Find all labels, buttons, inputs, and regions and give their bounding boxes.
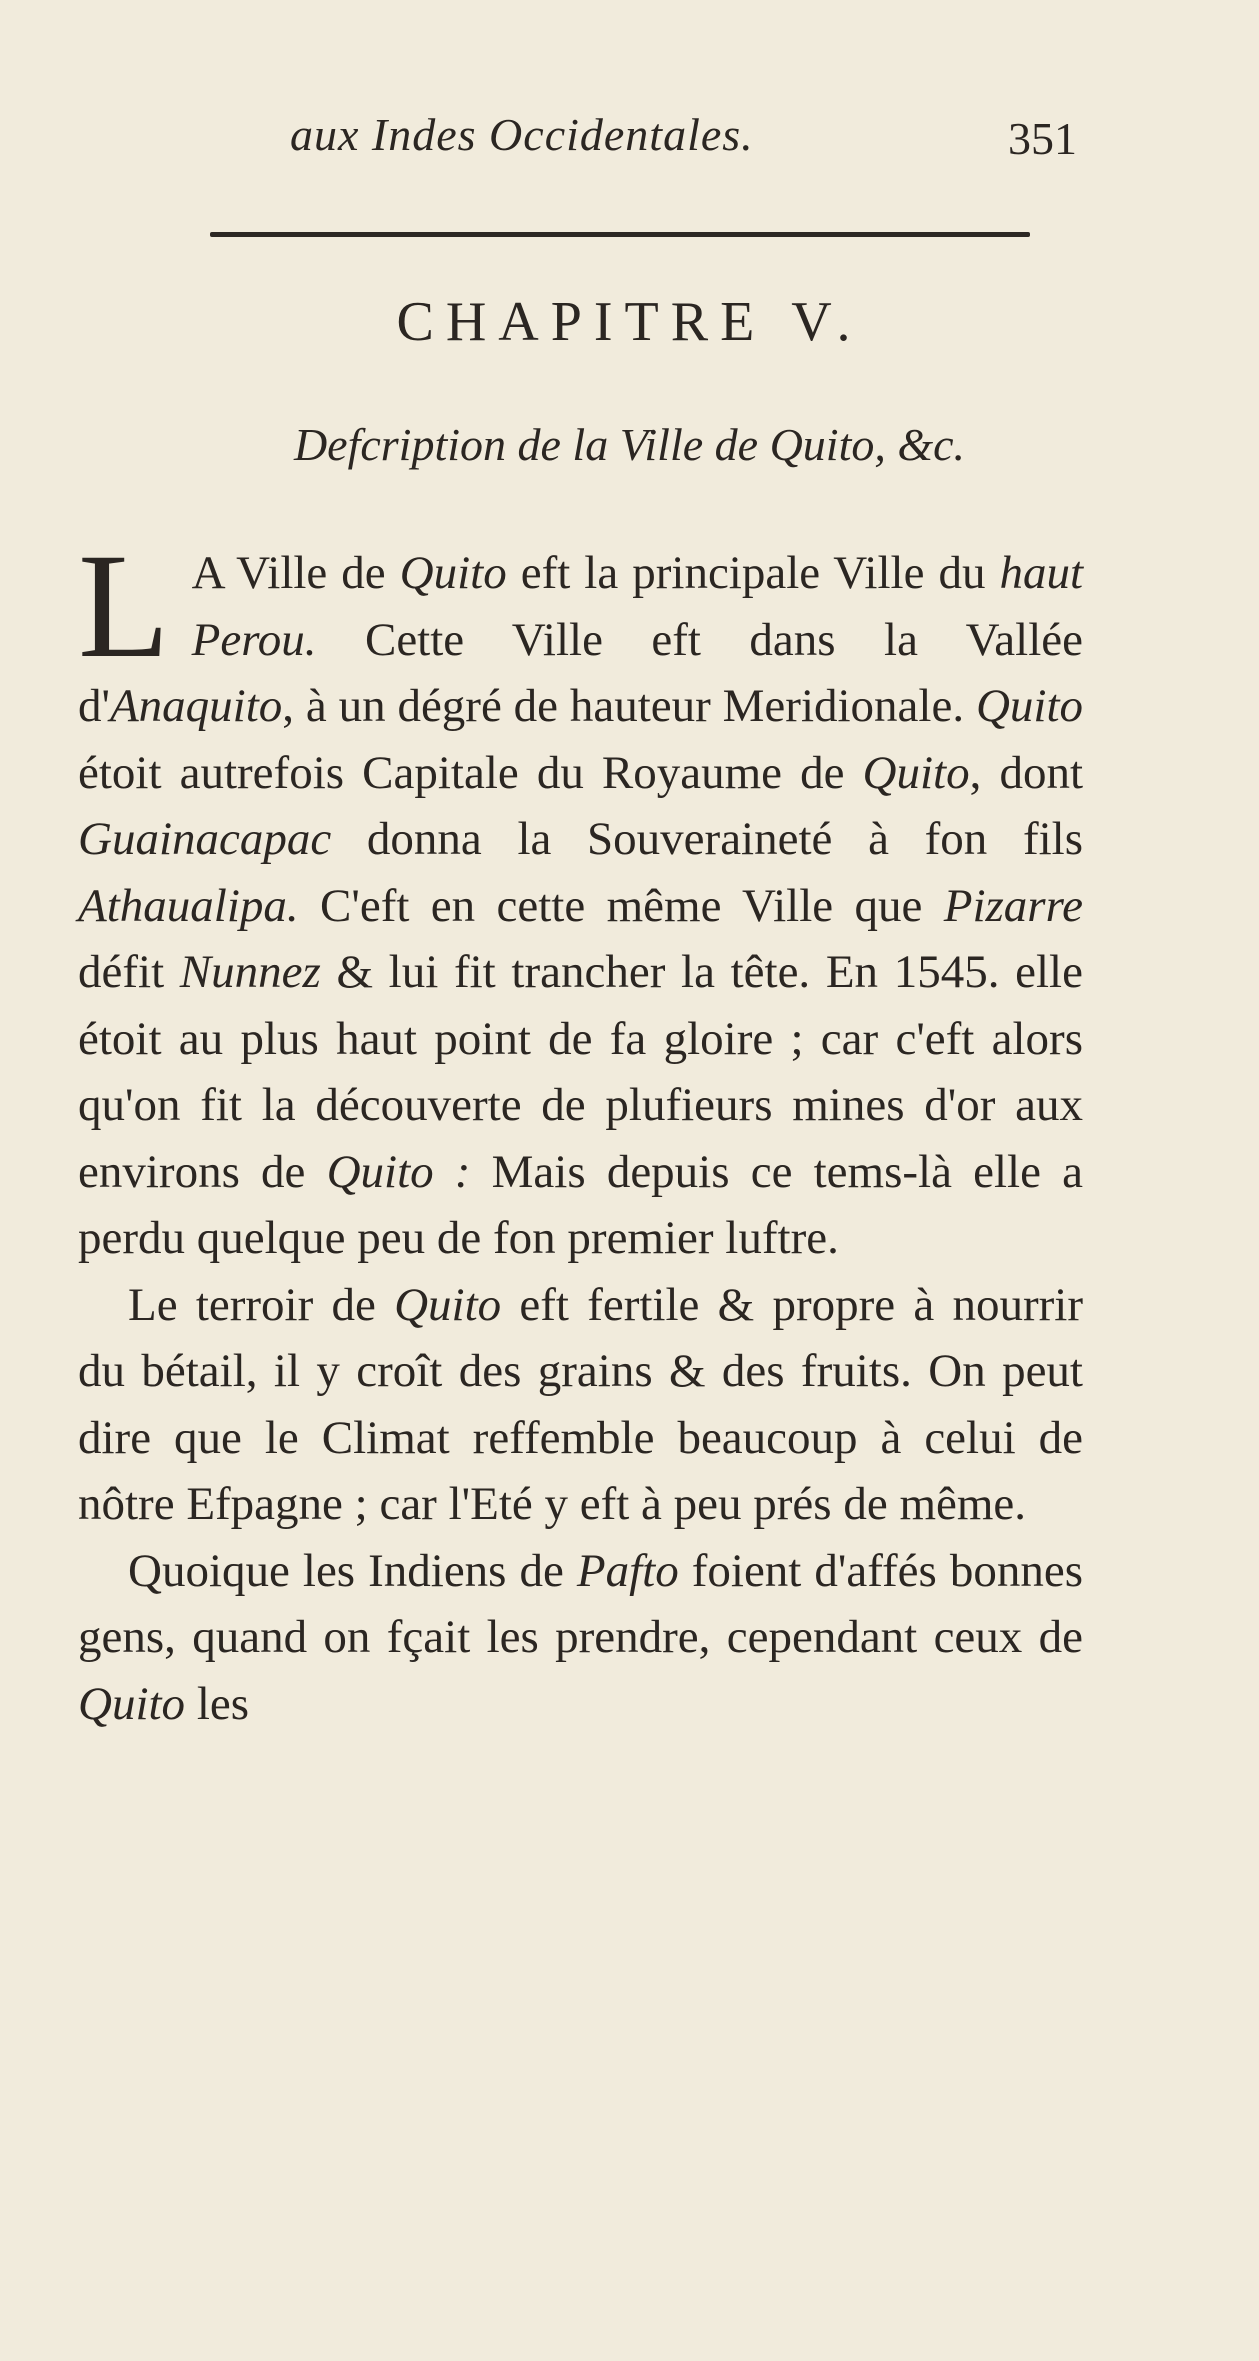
text-span: défit [78,946,180,998]
text-span: Mais depuis ce tems-là elle a perdu quelque peu de fon premier luftre. [78,1145,1083,1264]
text-span: foient d'affés bonnes gens, quand on fçait les prendre, cependant ceux de [78,1544,1083,1663]
chapter-title: CHAPITRE V. [396,291,863,353]
text-span: C'eft en cette même Ville que [298,879,944,932]
text-span: eft la principale Ville du [506,547,1000,599]
place-name: Quito [975,680,1083,732]
running-title: aux Indes Occidentales. [290,109,754,160]
paragraph-3 [78,1538,1083,1738]
text-span: étoit autrefois Capitale du Royaume de [78,746,863,799]
place-name: Quito [78,1677,186,1730]
text-span: Le terroir de [128,1278,395,1331]
place-name: Quito [394,1278,502,1331]
text-span: , dont [969,746,1083,799]
place-name: Quito [862,746,970,799]
text-span: , à un dégré de hauteur Meridionale. [282,680,976,732]
page-header [0,108,1259,168]
place-name: haut Perou. [191,547,1084,666]
drop-cap: L [78,523,170,689]
text-span: & lui fit trancher la tête. En 1545. elle étoit au plus haut point de fa gloire ; car c'eft alors qu'on fit la découverte de plufieurs mines d'or aux environs de [78,946,1083,1198]
body-text [78,523,1084,1737]
text-span: Cette Ville eft dans la Vallée d' [78,613,1083,732]
person-name: Nunnez [179,946,321,998]
text-span: eft fertile & propre à nourrir du bétail, il y croît des grains & des fruits. On peut dire que le Climat reffemble beaucoup à celui de nôtre Efpagne ; car l'Eté y eft à peu prés de même. [78,1278,1083,1530]
page-number: 351 [1008,113,1077,164]
chapter-subtitle: Defcription de la Ville de Quito, &c. [293,419,966,470]
place-name: Anaquito [109,680,283,732]
person-name: Pizarre [943,879,1083,932]
person-name: Athaualipa. [78,879,299,932]
paragraph-1 [78,523,1084,1272]
place-name: Quito : [326,1145,471,1198]
person-name: Guainacapac [78,813,332,865]
paragraph-2 [78,1272,1083,1538]
header-rule [210,232,1030,237]
text-span: donna la Souveraineté à fon fils [331,813,1083,865]
text-span: Quoique les Indiens de [128,1544,577,1597]
text-span: les [185,1677,250,1730]
place-name: Quito [399,547,507,599]
place-name: Pafto [576,1544,679,1597]
text-span: A Ville de [191,547,400,599]
